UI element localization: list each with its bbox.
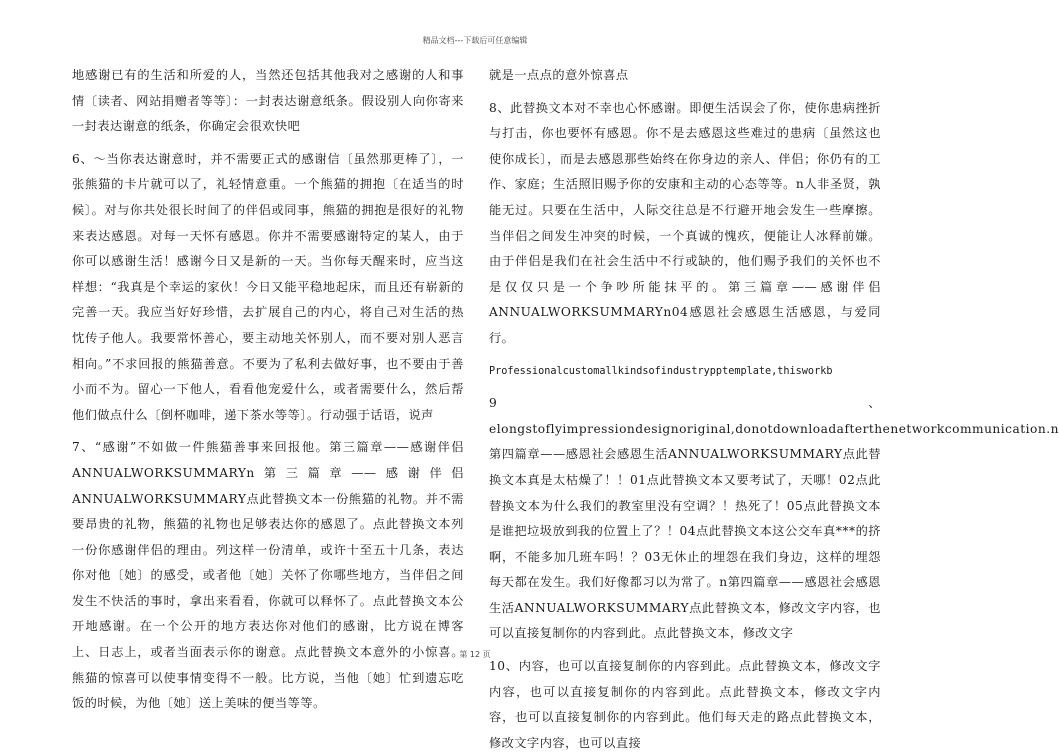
page-number: 第 12 页 — [459, 650, 491, 659]
left-column — [72, 63, 464, 717]
paragraph: 7、“感谢”不如做一件熊猫善事来回报他。第三篇章——感谢伴侣ANNUALWORKSUMMARYn第三篇章——感谢伴侣ANNUALWORKSUMMARY点此替换文本一份熊猫的礼物。并不需要昂贵的礼物，熊猫的礼物也足够表达你的感恩了。点此替换文本列一份你感谢伴侣的理由。列这样一份清单，或许十至五十几条，表达你对他〔她〕的感受，或者他〔她〕关怀了你哪些地方，当伴侣之间发生不快活的事时，拿出来看看，你就可以释怀了。点此替换文本公开地感谢。在一个公开的地方表达你对他们的感谢，比方说在博客上、日志上，或者当面表示你的谢意。点此替换文本意外的小惊喜。熊猫的惊喜可以使事情变得不一般。比方说，当他〔她〕忙到遗忘吃饭的时候，为他〔她〕送上美味的便当等等。 — [72, 440, 464, 711]
paragraph: Professionalcustomallkindsofindustrypptemplate,thisworkb — [489, 365, 833, 377]
paragraph: 地感谢已有的生活和所爱的人，当然还包括其他我对之感谢的人和事情〔读者、网站捐赠者等等〕：一封表达谢意纸条。假设别人向你寄来一封表达谢意的纸条，你确定会很欢快吧 — [72, 68, 464, 134]
page-header: 精品文档---下载后可任意编辑 — [422, 36, 528, 45]
paragraph: 9、elongstoflyimpressiondesignoriginal,donotdownloadafterthenetworkcommunication.n第四篇章——感恩社会感恩生活ANNUALWORKSUMMARY点此替换文本真是太枯燥了！！01点此替换文本又要考试了，天哪！02点此替换文本为什么我们的教室里没有空调？！热死了！05点此替换文本是谁把垃圾放到我的位置上了？！04点此替换文本这公交车真***的挤啊，不能多加几班车吗！？03无休止的埋怨在我们身边，这样的埋怨每天都在发生。我们好像都习以为常了。n第四篇章——感恩社会感恩生活ANNUALWORKSUMMARY点此替换文本，修改文字内容，也可以直接复制你的内容到此。点此替换文本，修改文字 — [489, 396, 1059, 641]
paragraph: 8、此替换文本对不幸也心怀感谢。即便生活误会了你，使你患病挫折与打击，你也要怀有感恩。你不是去感恩这些难过的患病〔虽然这也使你成长〕，而是去感恩那些始终在你身边的亲人、伴侣；你仍有的工作、家庭；生活照旧赐予你的安康和主动的心态等等。n人非圣贤，孰能无过。只要在生活中，人际交往总是不行避开地会发生一些摩擦。当伴侣之间发生冲突的时候，一个真诚的愧疚，便能让人冰释前嫌。由于伴侣是我们在社会生活中不行或缺的，他们赐予我们的关怀也不是仅仅只是一个争吵所能抹平的。第三篇章——感谢伴侣ANNUALWORKSUMMARYn04感恩社会感恩生活感恩，与爱同行。 — [489, 100, 881, 345]
paragraph: 6、～当你表达谢意时，并不需要正式的感谢信〔虽然那更棒了〕，一张熊猫的卡片就可以了，礼轻情意重。一个熊猫的拥抱〔在适当的时候〕。对与你共处很长时间了的伴侣或同事，熊猫的拥抱是很好的礼物来表达感恩。对每一天怀有感恩。你并不需要感谢特定的某人，由于你可以感谢生活！感谢今日又是新的一天。当你每天醒来时，应当这样想：“我真是个幸运的家伙！今日又能平稳地起床，而且还有崭新的完善一天。我应当好好珍惜，去扩展自己的内心，将自己对生活的热忱传子他人。我要常怀善心，要主动地关怀别人，而不要对别人恶言相向。”不求回报的熊猫善意。不要为了私利去做好事，也不要由于善小而不为。留心一下他人，看看他宠爱什么，或者需要什么，然后帮他们做点什么〔倒杯咖啡，递下茶水等等〕。行动强于话语，说声 — [72, 151, 464, 422]
paragraph: 就是一点点的意外惊喜点 — [489, 68, 629, 82]
paragraph: 10、内容，也可以直接复制你的内容到此。点此替换文本，修改文字内容，也可以直接复制你的内容到此。点此替换文本，修改文字内容，也可以直接复制你的内容到此。他们每天走的路点此替换文本，修改文字内容，也可以直接 — [489, 659, 881, 750]
